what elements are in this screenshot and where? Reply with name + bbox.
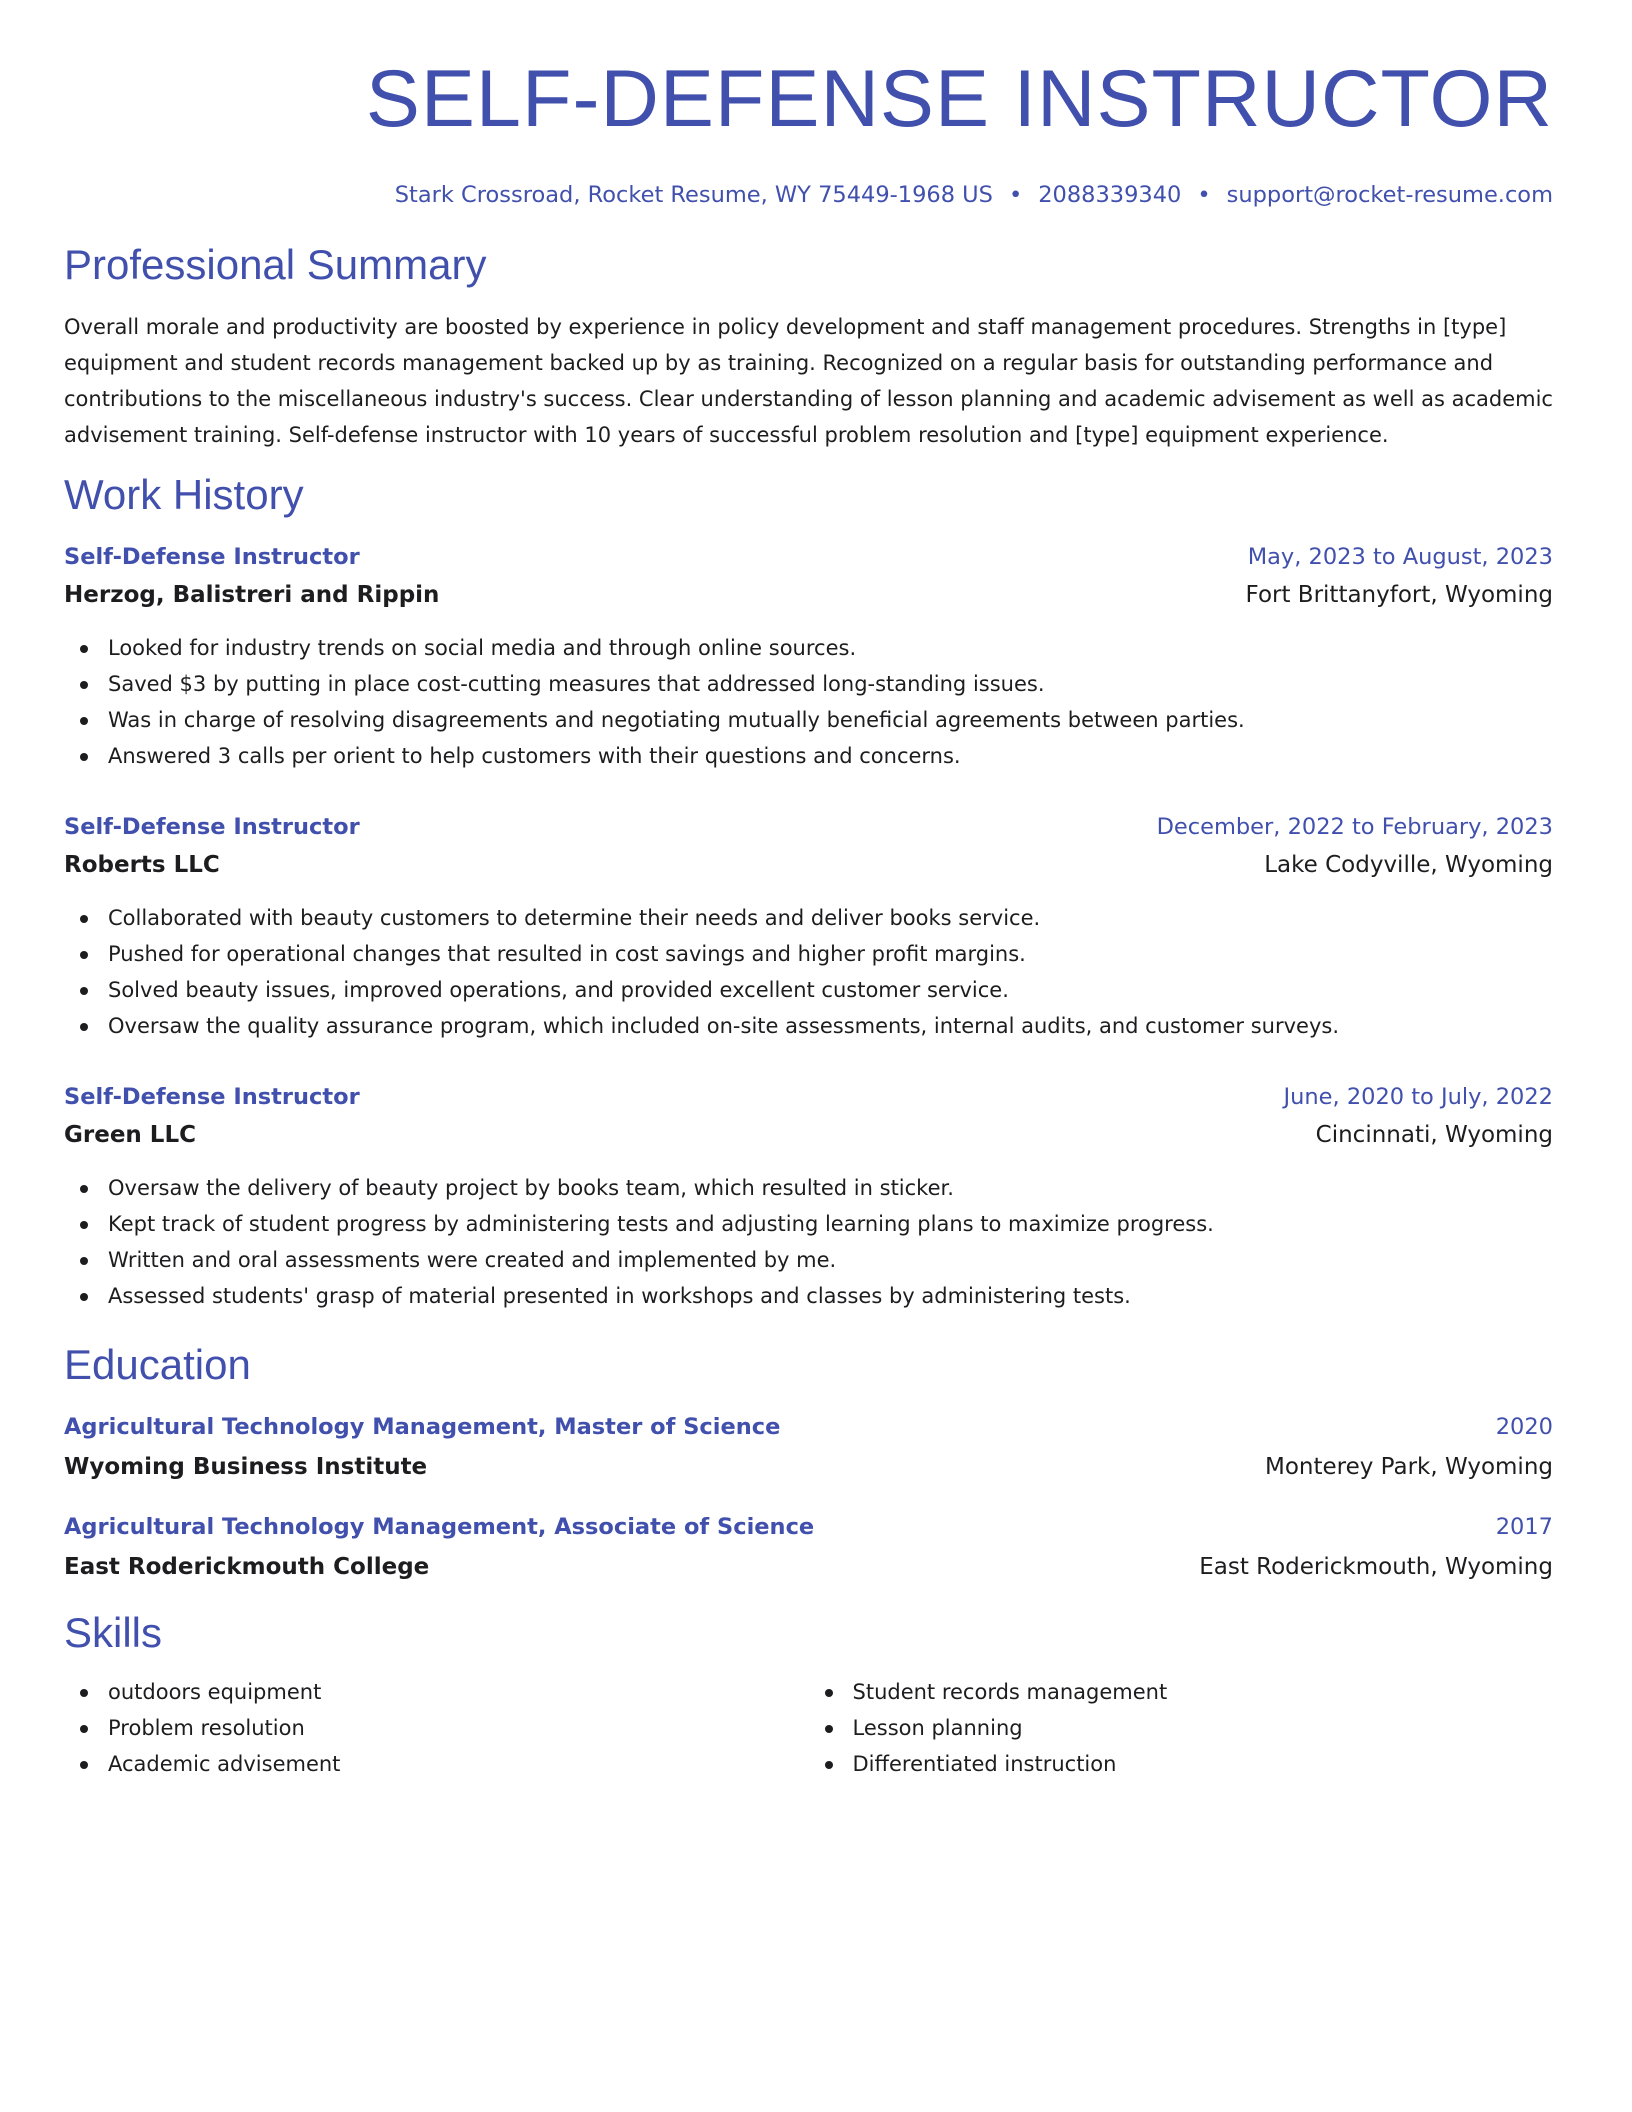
job-bullet: Collaborated with beauty customers to determine their needs and deliver books service. xyxy=(64,900,1553,936)
job-entry xyxy=(64,812,1553,1044)
job-company: Green LLC xyxy=(64,1122,196,1148)
job-bullet: Assessed students' grasp of material presented in workshops and classes by administering tests. xyxy=(64,1278,1553,1314)
job-bullet: Oversaw the quality assurance program, which included on-site assessments, internal audits, and customer surveys. xyxy=(64,1008,1553,1044)
skills-section xyxy=(64,1608,1553,1782)
job-company: Roberts LLC xyxy=(64,852,220,878)
education-year: 2020 xyxy=(1495,1414,1553,1440)
education-school-row xyxy=(64,1552,1553,1582)
job-bullet: Solved beauty issues, improved operations, and provided excellent customer service. xyxy=(64,972,1553,1008)
education-year: 2017 xyxy=(1495,1514,1553,1540)
education-degree: Agricultural Technology Management, Master of Science xyxy=(64,1414,781,1440)
skill-item: Student records management xyxy=(809,1674,1554,1710)
skill-item: Problem resolution xyxy=(64,1710,809,1746)
job-company: Herzog, Balistreri and Rippin xyxy=(64,582,440,608)
education-location: Monterey Park, Wyoming xyxy=(1264,1454,1553,1480)
job-entry xyxy=(64,542,1553,774)
work-history-heading: Work History xyxy=(64,471,304,518)
skills-list xyxy=(64,1674,809,1782)
job-bullet: Saved $3 by putting in place cost-cutting measures that addressed long-standing issues. xyxy=(64,666,1553,702)
job-bullet: Pushed for operational changes that resulted in cost savings and higher profit margins. xyxy=(64,936,1553,972)
job-bullet: Answered 3 calls per orient to help customers with their questions and concerns. xyxy=(64,738,1553,774)
job-bullet: Kept track of student progress by administering tests and adjusting learning plans to maximize progress. xyxy=(64,1206,1553,1242)
job-bullet: Looked for industry trends on social media and through online sources. xyxy=(64,630,1553,666)
job-entry xyxy=(64,1082,1553,1314)
summary-text: Overall morale and productivity are boosted by experience in policy development and staff management procedures. Strengths in [type] equipment and student records management backed up by as training. Recognized on a regular basis for outstanding performance and contributions to the miscellaneous industry's success. Clear understanding of lesson planning and academic advisement as well as academic advisement training. Self-defense instructor with 10 years of successful problem resolution and [type] equipment experience. xyxy=(64,315,1553,447)
education-heading: Education xyxy=(64,1341,251,1388)
contact-phone: 2088339340 xyxy=(1038,182,1182,208)
skill-item: Academic advisement xyxy=(64,1746,809,1782)
education-section xyxy=(64,1340,1553,1582)
education-school: Wyoming Business Institute xyxy=(64,1454,428,1480)
job-dates: May, 2023 to August, 2023 xyxy=(1247,544,1553,570)
job-role: Self-Defense Instructor xyxy=(64,1084,360,1110)
education-degree-row xyxy=(64,1512,1553,1542)
job-title-row xyxy=(64,1082,1553,1112)
summary-heading: Professional Summary xyxy=(64,241,487,288)
education-degree-row xyxy=(64,1412,1553,1442)
summary-section xyxy=(64,240,1553,453)
skill-item: Lesson planning xyxy=(809,1710,1554,1746)
education-entry xyxy=(64,1412,1553,1482)
education-degree: Agricultural Technology Management, Associate of Science xyxy=(64,1514,815,1540)
job-location: Lake Codyville, Wyoming xyxy=(1264,852,1553,878)
job-role: Self-Defense Instructor xyxy=(64,544,360,570)
job-bullets xyxy=(64,630,1553,774)
contact-separator: • xyxy=(1197,182,1211,208)
job-dates: June, 2020 to July, 2022 xyxy=(1283,1084,1553,1110)
skills-list xyxy=(809,1674,1554,1782)
education-school: East Roderickmouth College xyxy=(64,1554,430,1580)
job-title-row xyxy=(64,812,1553,842)
skills-column-left xyxy=(64,1674,809,1782)
job-bullets xyxy=(64,900,1553,1044)
resume-header xyxy=(64,52,1553,209)
job-bullet: Oversaw the delivery of beauty project by books team, which resulted in sticker. xyxy=(64,1170,1553,1206)
job-dates: December, 2022 to February, 2023 xyxy=(1156,814,1553,840)
skill-item: Differentiated instruction xyxy=(809,1746,1554,1782)
contact-email: support@rocket-resume.com xyxy=(1226,182,1553,208)
job-company-row xyxy=(64,850,1553,880)
job-bullet: Written and oral assessments were created and implemented by me. xyxy=(64,1242,1553,1278)
contact-line xyxy=(64,181,1553,209)
job-bullets xyxy=(64,1170,1553,1314)
job-location: Fort Brittanyfort, Wyoming xyxy=(1245,582,1553,608)
skills-grid xyxy=(64,1674,1553,1782)
education-location: East Roderickmouth, Wyoming xyxy=(1199,1554,1553,1580)
candidate-name: SELF-DEFENSE INSTRUCTOR xyxy=(365,54,1553,144)
education-school-row xyxy=(64,1452,1553,1482)
contact-separator: • xyxy=(1008,182,1023,208)
job-company-row xyxy=(64,580,1553,610)
skills-heading: Skills xyxy=(64,1609,163,1656)
skill-item: outdoors equipment xyxy=(64,1674,809,1710)
work-history-section xyxy=(64,470,1553,1314)
job-company-row xyxy=(64,1120,1553,1150)
job-role: Self-Defense Instructor xyxy=(64,814,360,840)
job-bullet: Was in charge of resolving disagreements and negotiating mutually beneficial agreements between parties. xyxy=(64,702,1553,738)
contact-address: Stark Crossroad, Rocket Resume, WY 75449-1968 US xyxy=(394,182,993,208)
job-title-row xyxy=(64,542,1553,572)
education-entry xyxy=(64,1512,1553,1582)
job-location: Cincinnati, Wyoming xyxy=(1315,1122,1553,1148)
skills-column-right xyxy=(809,1674,1554,1782)
